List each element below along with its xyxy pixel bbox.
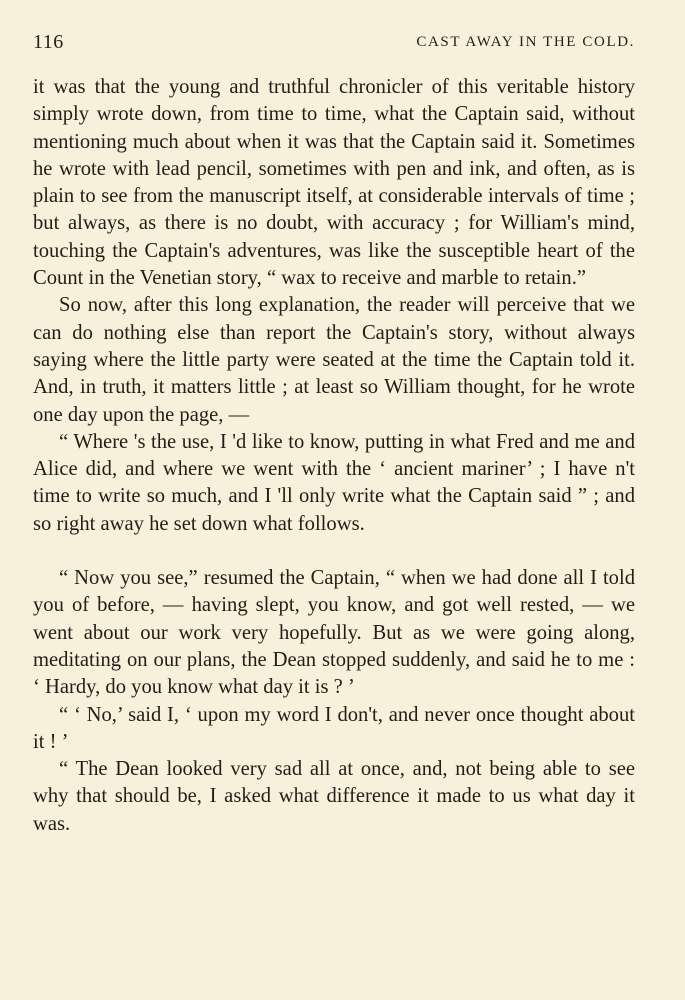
section-break [33,538,635,565]
paragraph-captain-resumes: “ Now you see,” resumed the Captain, “ when we had done all I told you of before, — having slept, you know, and got well rested, — we went about our work very hopefully. But as we were going along, meditating on our plans, the Dean stopped suddenly, and said he to me : ‘ Hardy, do you know what day it is ? ’ [33,567,635,699]
page-number: 116 [33,31,64,53]
paragraph-explanation: So now, after this long explanation, the reader will perceive that we can do nothing else than report the Captain's story, without always saying where the little party were seated at the time the Captain told it. And, in truth, it matters little ; at least so William thought, for he wrote one day upon the page, — [33,294,635,426]
paragraph-continuation: it was that the young and truthful chronicler of this veritable history simply wrote down, from time to time, what the Captain said, without mentioning much about when it was that the Captain said it. Sometimes he wrote with lead pencil, sometimes with pen and ink, and often, as is plain to see from the manuscript itself, at considerable intervals of time ; but always, as there is no doubt, with accuracy ; for William's mind, touching the Captain's adventures, was like the susceptible heart of the Count in the Venetian story, “ wax to receive and marble to retain.” [33,76,635,290]
paragraph-william-note: “ Where 's the use, I 'd like to know, putting in what Fred and me and Alice did, and where we went with the ‘ ancient mariner’ ; I have n't time to write so much, and I 'll only write what the Captain said ” ; and so right away he set down what follows. [33,430,635,535]
page-body [33,74,635,838]
page-header [33,31,635,57]
paragraph-dean-sad: “ The Dean looked very sad all at once, and, not being able to see why that should be, I asked what difference it made to us what day it was. [33,758,635,835]
running-title: CAST AWAY IN THE COLD. [416,34,635,50]
paragraph-reply: “ ‘ No,’ said I, ‘ upon my word I don't, and never once thought about it ! ’ [33,703,635,753]
